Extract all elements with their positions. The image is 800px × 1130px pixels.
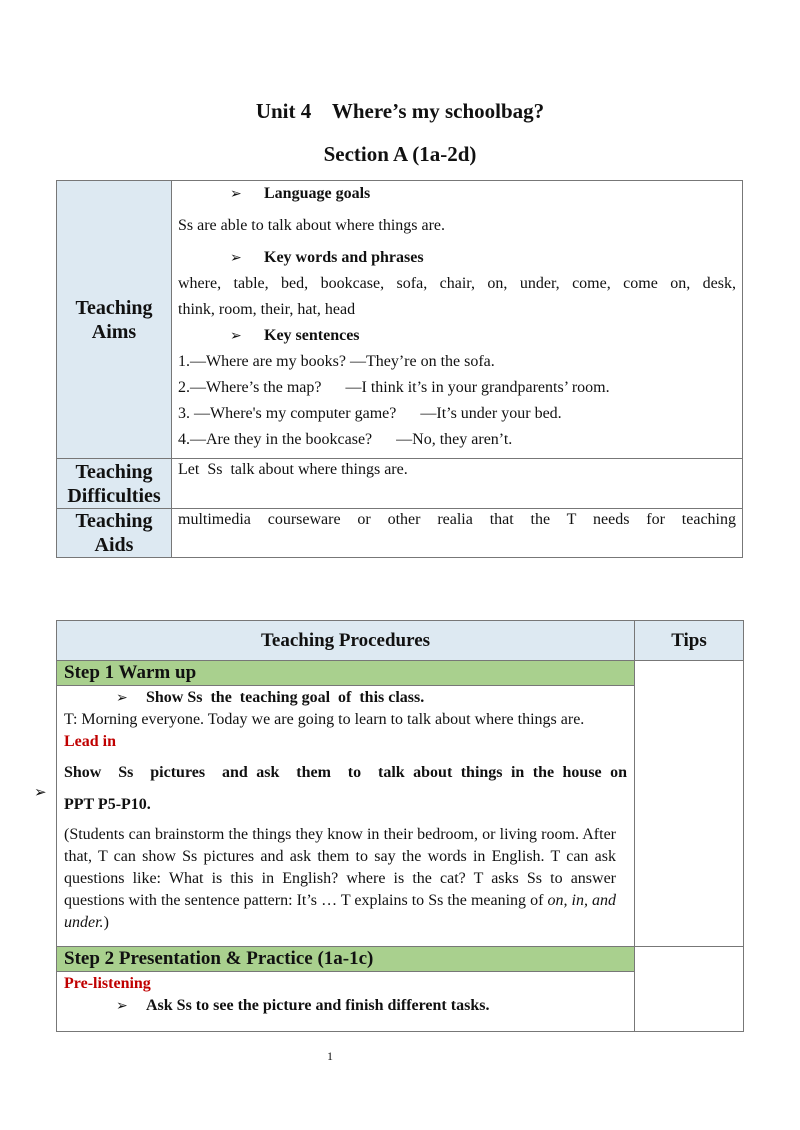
- tips-header: Tips: [635, 621, 744, 661]
- arrow-bullet-icon: ➢: [230, 250, 242, 266]
- teaching-difficulties-text: Let Ss talk about where things are.: [178, 461, 408, 478]
- step1-goal: [64, 687, 627, 709]
- teaching-difficulties-content: [172, 459, 743, 509]
- step1-teacher-line: T: Morning everyone. Today we are going to learn to talk about where things are.: [64, 711, 585, 728]
- teaching-difficulties-label-text: Teaching Difficulties: [67, 461, 161, 507]
- lead-in-instruction-line-2: PPT P5-P10.: [64, 796, 151, 813]
- step1-goal-text: Show Ss the teaching goal of this class.: [146, 689, 425, 706]
- key-sentence-1: 1.—Where are my books? —They’re on the sofa.: [178, 353, 495, 370]
- teaching-aims-label-text: Teaching Aims: [75, 296, 153, 343]
- step1-cell: [57, 661, 635, 947]
- key-words-heading-text: Key words and phrases: [264, 249, 424, 266]
- step2-tips-cell: [635, 947, 744, 1032]
- key-words-heading: [178, 245, 736, 271]
- key-sentence-2: 2.—Where’s the map? —I think it’s in your grandparents’ room.: [178, 379, 610, 396]
- key-sentences-heading: [178, 323, 736, 349]
- arrow-bullet-icon: ➢: [230, 186, 242, 202]
- lead-in-paragraph-italic: on, in, and under.: [64, 892, 616, 931]
- page-number: 1: [327, 1049, 333, 1063]
- key-words-line-2: think, room, their, hat, head: [178, 301, 356, 318]
- teaching-aids-label: [57, 509, 172, 558]
- teaching-aims-table: [56, 180, 743, 558]
- section-title: Section A (1a-2d): [323, 142, 477, 166]
- language-goals-heading: [178, 181, 736, 207]
- teaching-procedures-header: Teaching Procedures: [57, 621, 635, 661]
- teaching-aids-content: [172, 509, 743, 558]
- teaching-aims-label: [57, 181, 172, 459]
- unit-title: Unit 4 Where’s my schoolbag?: [255, 99, 545, 123]
- language-goals-heading-text: Language goals: [264, 185, 371, 202]
- lead-in-paragraph: [64, 824, 616, 934]
- key-sentence-4: 4.—Are they in the bookcase? —No, they aren’t.: [178, 431, 513, 448]
- lead-in-paragraph-text: (Students can brainstorm the things they know in their bedroom, or living room. After that, T can show Ss pictures and ask them to say the words in English. T can ask questions like: What is this in English? where is the cat? T asks Ss to answer questions with the sentence pattern: It’s … T explains to Ss the meaning of: [64, 826, 616, 909]
- step1-tips-cell: [635, 661, 744, 947]
- teaching-aids-text: multimedia courseware or other realia that the T needs for teaching: [178, 511, 736, 528]
- teaching-aids-label-text: Teaching Aids: [75, 510, 153, 556]
- step2-heading: Step 2 Presentation & Practice (1a-1c): [57, 947, 634, 972]
- step2-cell: [57, 947, 635, 1032]
- step2-task-text: Ask Ss to see the picture and finish different tasks.: [146, 997, 490, 1014]
- teaching-aims-content: [172, 181, 743, 459]
- key-words-line-1: where, table, bed, bookcase, sofa, chair, on, under, come, come on, desk,: [178, 275, 736, 292]
- arrow-bullet-icon: ➢: [116, 998, 128, 1014]
- teaching-difficulties-label: [57, 459, 172, 509]
- key-sentences-heading-text: Key sentences: [264, 327, 360, 344]
- key-sentence-3: 3. —Where's my computer game? —It’s under your bed.: [178, 405, 562, 422]
- teaching-procedures-table: [56, 620, 744, 1032]
- pre-listening-label: Pre-listening: [64, 975, 151, 992]
- lead-in-paragraph-end: ): [103, 914, 109, 931]
- language-goals-text: Ss are able to talk about where things are.: [178, 217, 446, 234]
- step1-heading: Step 1 Warm up: [57, 661, 634, 686]
- arrow-bullet-icon: ➢: [230, 328, 242, 344]
- step2-task: [64, 995, 627, 1017]
- lead-in-arrow-icon: ➢: [34, 783, 47, 801]
- lead-in-instruction-line-1: Show Ss pictures and ask them to talk about things in the house on: [64, 764, 627, 781]
- lead-in-label: Lead in: [64, 733, 117, 750]
- arrow-bullet-icon: ➢: [116, 690, 128, 706]
